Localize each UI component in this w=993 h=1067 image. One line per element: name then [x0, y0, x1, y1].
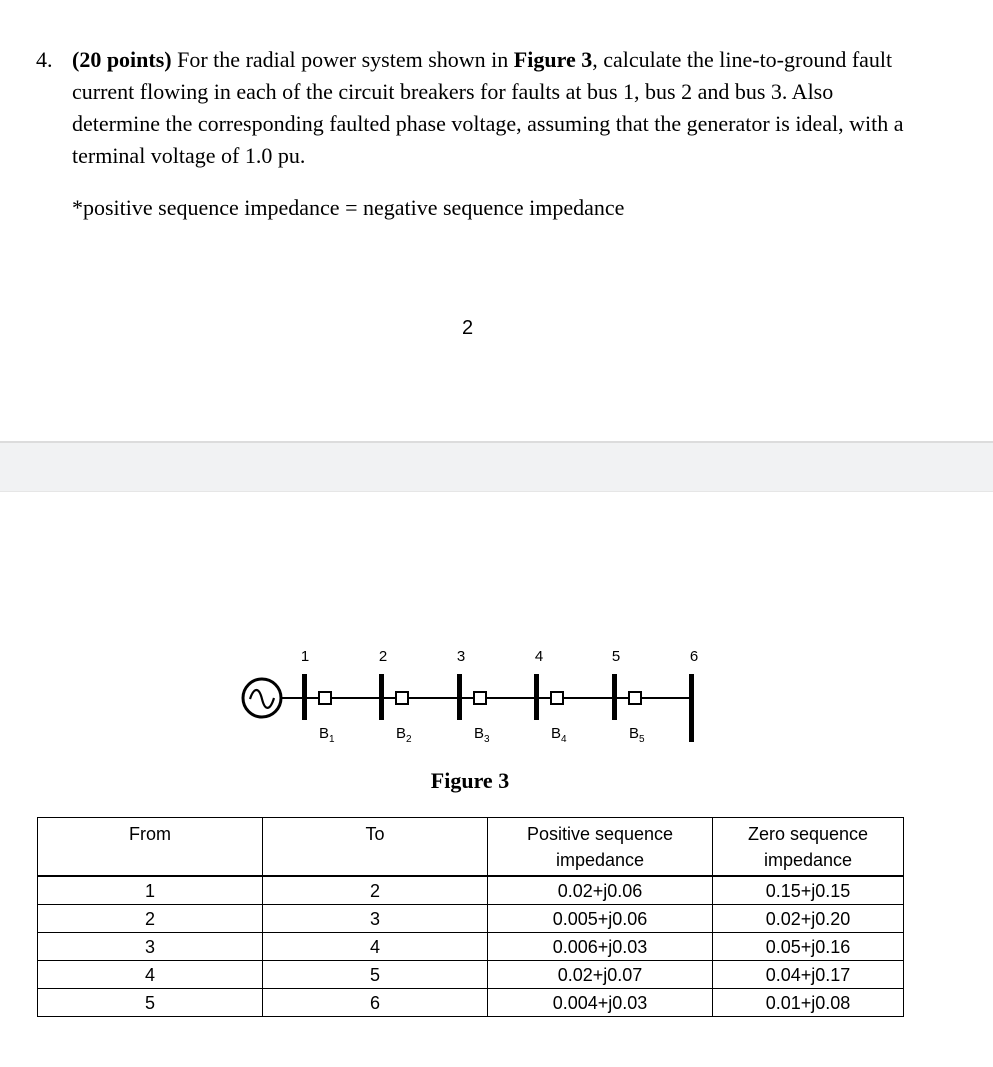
bus-label: 3 — [456, 648, 466, 665]
cell-zero: 0.02+j0.20 — [713, 905, 904, 933]
table-row — [38, 933, 904, 961]
impedance-note: *positive sequence impedance = negative sequence impedance — [72, 195, 625, 220]
question-text — [72, 44, 912, 172]
breaker-label: $B_5$ — [629, 725, 645, 745]
page-number: 2 — [462, 317, 474, 339]
bus-bar-4 — [534, 674, 539, 720]
header-zero-sequence: Zero sequence impedance — [713, 818, 904, 877]
cell-positive: 0.005+j0.06 — [488, 905, 713, 933]
impedance-table — [37, 817, 904, 1017]
breaker-icon — [396, 692, 408, 704]
cell-to: 3 — [263, 905, 488, 933]
breaker-label: $B_2$ — [396, 725, 412, 745]
page-separator — [0, 441, 993, 492]
cell-zero: 0.04+j0.17 — [713, 961, 904, 989]
sine-wave-icon — [250, 690, 274, 708]
question-points: (20 points) — [72, 47, 172, 72]
cell-positive: 0.02+j0.06 — [488, 876, 713, 905]
bus-bar-3 — [457, 674, 462, 720]
bus-bar-5 — [612, 674, 617, 720]
breaker-label: $B_4$ — [551, 725, 567, 745]
cell-to: 4 — [263, 933, 488, 961]
header-positive-sequence: Positive sequence impedance — [488, 818, 713, 877]
cell-positive: 0.02+j0.07 — [488, 961, 713, 989]
cell-from: 2 — [38, 905, 263, 933]
cell-positive: 0.006+j0.03 — [488, 933, 713, 961]
cell-zero: 0.15+j0.15 — [713, 876, 904, 905]
table-header-row — [38, 818, 904, 877]
table-row — [38, 989, 904, 1017]
question-text-b: , calculate the line-to-ground fault current flowing in each of the circuit breakers for faults at bus 1, bus 2 and bus 3. Also determine the corresponding faulted phase voltage, assuming that the generator is ideal, with a terminal voltage of 1.0 pu. — [72, 47, 904, 168]
cell-from: 1 — [38, 876, 263, 905]
cell-to: 6 — [263, 989, 488, 1017]
question-text-a: For the radial power system shown in — [171, 47, 514, 72]
breaker-label: $B_1$ — [319, 725, 335, 745]
table-row — [38, 876, 904, 905]
bus-bar-6 — [689, 674, 694, 742]
breaker-label: $B_3$ — [474, 725, 490, 745]
table-row — [38, 961, 904, 989]
cell-to: 5 — [263, 961, 488, 989]
breaker-icon — [474, 692, 486, 704]
cell-from: 4 — [38, 961, 263, 989]
question-number: 4. — [36, 47, 53, 72]
cell-from: 5 — [38, 989, 263, 1017]
cell-zero: 0.05+j0.16 — [713, 933, 904, 961]
cell-from: 3 — [38, 933, 263, 961]
table-row — [38, 905, 904, 933]
figure-reference: Figure 3 — [513, 47, 593, 72]
header-from: From — [38, 818, 263, 877]
breaker-icon — [551, 692, 563, 704]
bus-label: 1 — [300, 648, 310, 665]
bus-bar-2 — [379, 674, 384, 720]
breaker-icon — [319, 692, 331, 704]
cell-zero: 0.01+j0.08 — [713, 989, 904, 1017]
cell-positive: 0.004+j0.03 — [488, 989, 713, 1017]
bus-label: 6 — [689, 648, 699, 665]
bus-label: 5 — [611, 648, 621, 665]
bus-bar-1 — [302, 674, 307, 720]
figure-caption: Figure 3 — [430, 768, 510, 793]
radial-system-diagram — [0, 630, 993, 760]
bus-label: 4 — [534, 648, 544, 665]
bus-label: 2 — [378, 648, 388, 665]
cell-to: 2 — [263, 876, 488, 905]
breaker-icon — [629, 692, 641, 704]
header-to: To — [263, 818, 488, 877]
